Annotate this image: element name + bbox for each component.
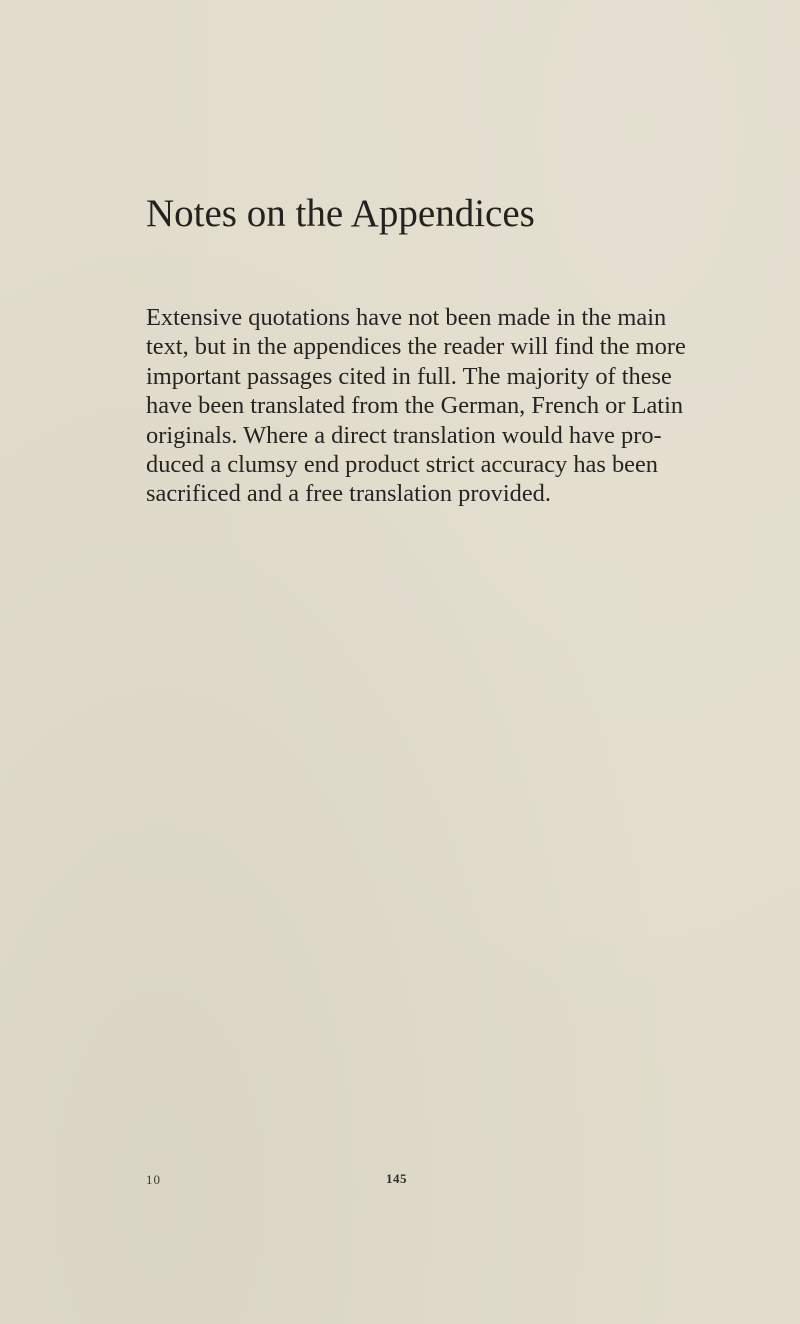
page-number: 145: [386, 1171, 407, 1186]
paragraph-line: duced a clumsy end product strict accuracy has been: [146, 450, 658, 478]
paragraph-line: have been translated from the German, French or Latin: [146, 392, 684, 420]
body-paragraph: [146, 303, 686, 509]
signature-mark: 10: [146, 1172, 161, 1187]
paragraph-line: originals. Where a direct translation would have pro-: [146, 421, 662, 449]
paragraph-line: important passages cited in full. The majority of these: [146, 362, 672, 390]
paragraph-line: sacrificed and a free translation provided.: [146, 480, 551, 508]
paragraph-line: text, but in the appendices the reader will find the more: [146, 333, 686, 361]
page-heading: Notes on the Appendices: [146, 192, 535, 235]
paragraph-line: Extensive quotations have not been made in the main: [146, 304, 667, 331]
